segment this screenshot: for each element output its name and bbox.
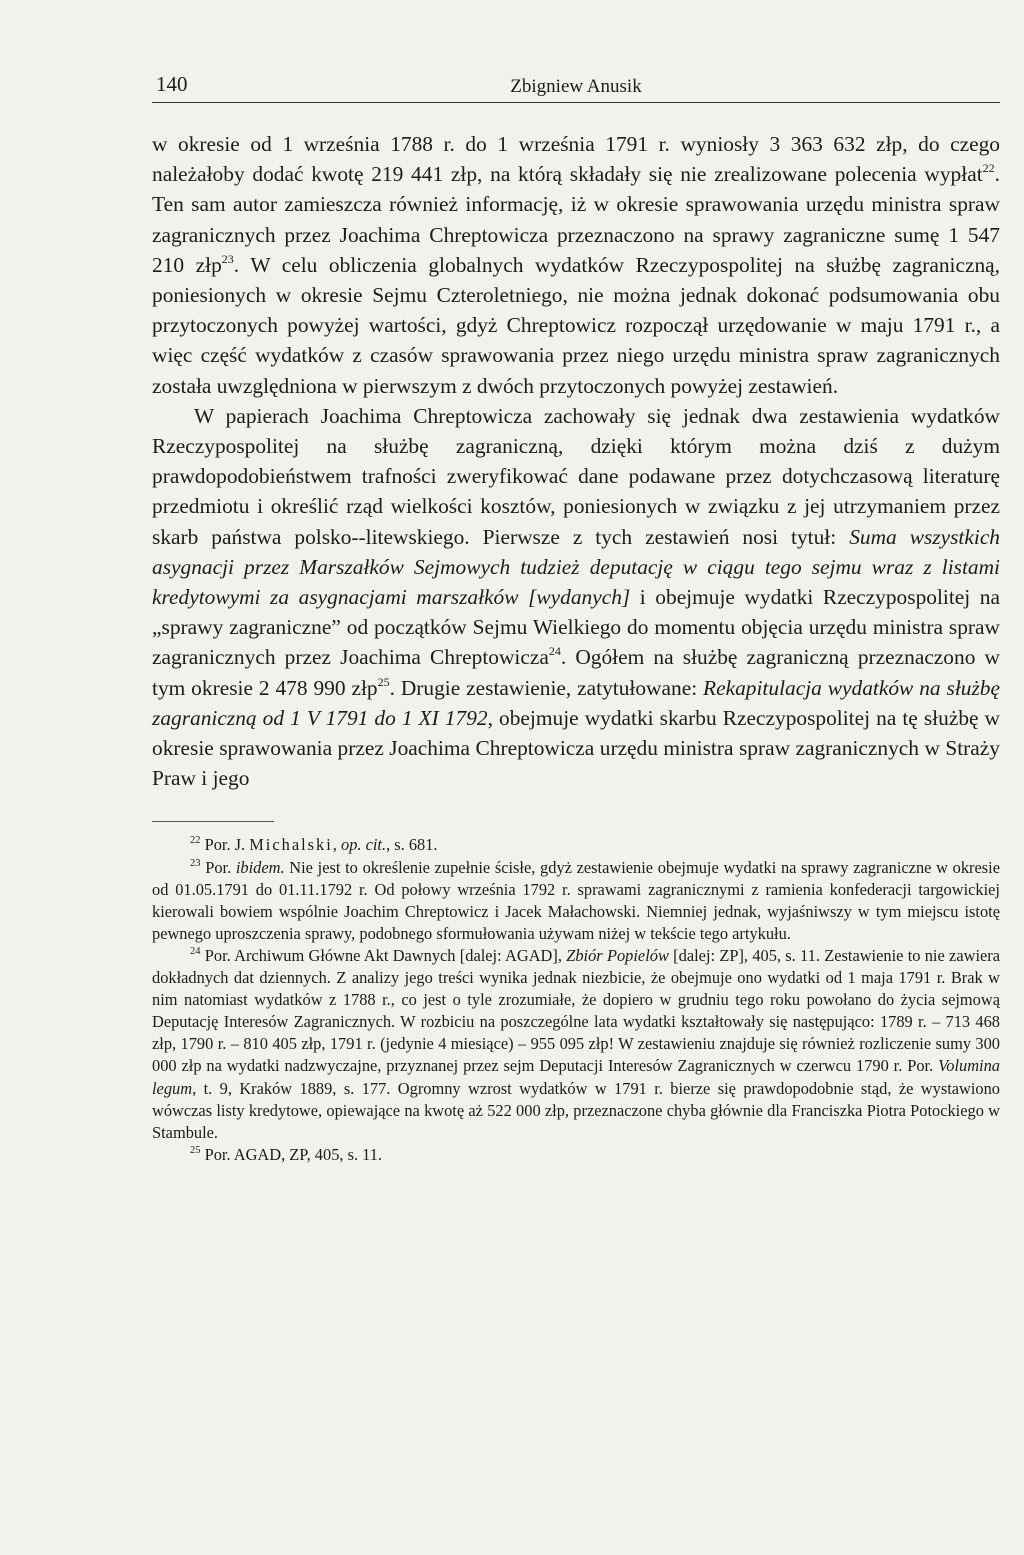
footnote-22: $^{22}$ Por. J. Michalski, op. cit., s. 681. <box>190 835 438 855</box>
footnote-ref-24[interactable]: 24 <box>548 644 561 659</box>
footnote-24: $^{24}$ Por. Archiwum Główne Akt Dawnych [dalej: AGAD], Zbiór Popielów [dalej: ZP], 405, s. 11. Zestawienie to nie zawiera dokładnych dat dziennych. Z analizy jego treści wynika jednak niezbicie, że obejmuje ono wydatki od 1 maja 1791 r. Brak w nim natomiast wydatków z 1788 r., co jest o tyle zrozumiałe, że dopiero w grudniu tego roku powołano do życia sejmową Deputację Interesów Zagranicznych. W rozbiciu na poszczególne lata wydatki kształtowały się następująco: 1789 r. – 713 468 złp, 1790 r. – 810 405 złp, 1791 r. (jedynie 4 miesiące) – 955 095 złp! W zestawieniu znajduje się również rozliczenie sumy 300 000 złp na wydatki nadzwyczajne, przyznanej przez sejm Deputacji Interesów Zagranicznych w czerwcu 1790 r. Por. Volumina legum, t. 9, Kraków 1889, s. 177. Ogromny wzrost wydatków w 1791 r. bierze się prawdopodobnie stąd, że wystawiono wówczas listy kredytowe, opiewające na kwotę aż 522 000 złp, przeznaczone chyba głównie dla Franciszka Piotra Potockiego w Stambule. <box>152 945 1001 1142</box>
footnote-ref-23[interactable]: 23 <box>221 251 234 266</box>
paragraph-1: w okresie od 1 września 1788 r. do 1 września 1791 r. wyniosły 3 363 632 złp, do czego należałoby dodać kwotę 219 441 złp, na którą składały się nie zrealizowane polecenia wypłat$^{22}$. Ten sam autor zamieszcza również informację, iż w okresie sprawowania urzędu ministra spraw zagranicznych przez Joachima Chreptowicza przeznaczono na sprawy zagraniczne sumę 1 547 210 złp$^{23}$. W celu obliczenia globalnych wydatków Rzeczypospolitej na służbę zagraniczną, poniesionych w okresie Sejmu Czteroletniego, nie można jednak dokonać podsumowania obu przytoczonych powyżej wartości, gdyż Chreptowicz rozpoczął urzędowanie w maju 1791 r., a więc część wydatków z czasów sprawowania przez niego urzędu ministra spraw zagranicznych została uwzględniona w pierwszym z dwóch przytoczonych powyżej zestawień. <box>152 132 1000 398</box>
document-title-1: Suma wszystkich asygnacji przez Marszałków Sejmowych tudzież deputację w ciągu tego sejmu wraz z listami kredytowymi za asygnacjami marszałków [wydanych] <box>152 524 1001 610</box>
running-header <box>152 68 1000 103</box>
footnote-ref-22[interactable]: 22 <box>982 161 995 176</box>
footnotes <box>152 834 1000 1165</box>
footnote-ref-25[interactable]: 25 <box>377 674 390 689</box>
footnote-25: $^{25}$ Por. AGAD, ZP, 405, s. 11. <box>190 1144 383 1164</box>
document-title-2: Rekapitulacja wydatków na służbę zagraniczną od 1 V 1791 do 1 XI 1792 <box>152 675 1000 730</box>
page-number: 140 <box>156 72 188 96</box>
footnote-separator <box>152 821 274 822</box>
footnote-23: $^{23}$ Por. ibidem. Nie jest to określenie zupełnie ścisłe, gdyż zestawienie obejmuje wydatki na sprawy zagraniczne w okresie od 01.05.1791 do 01.11.1792 r. Od połowy września 1792 r. sprawami zagranicznymi z ramienia konfederacji targowickiej kierowali bowiem wspólnie Joachim Chreptowicz i Jacek Małachowski. Niemniej jednak, wyjaśniwszy w tym miejscu istotę pewnego uproszczenia sprawy, podobnego sformułowania używam niżej w tekście tego artykułu. <box>152 857 1000 943</box>
running-head-author: Zbigniew Anusik <box>510 76 642 97</box>
paragraph-2: W papierach Joachima Chreptowicza zachowały się jednak dwa zestawienia wydatków Rzeczypospolitej na służbę zagraniczną, dzięki którym można dziś z dużym prawdopodobieństwem trafności zweryfikować dane podawane przez dotychczasową literaturę przedmiotu i określić rząd wielkości kosztów, poniesionych w związku z jej utrzymaniem przez skarb państwa polsko--litewskiego. Pierwsze z tych zestawień nosi tytuł: Suma wszystkich asygnacji przez Marszałków Sejmowych tudzież deputację w ciągu tego sejmu wraz z listami kredytowymi za asygnacjami marszałków [wydanych] i obejmuje wydatki Rzeczypospolitej na „sprawy zagraniczne” od początków Sejmu Wielkiego do momentu objęcia urzędu ministra spraw zagranicznych przez Joachima Chreptowicza$^{24}$. Ogółem na służbę zagraniczną przeznaczono w tym okresie 2 478 990 złp$^{25}$. Drugie zestawienie, zatytułowane: Rekapitulacja wydatków na służbę zagraniczną od 1 V 1791 do 1 XI 1792, obejmuje wydatki skarbu Rzeczypospolitej na tę służbę w okresie sprawowania przez Joachima Chreptowicza urzędu ministra spraw zagranicznych w Straży Praw i jego <box>152 403 1001 791</box>
main-text <box>152 129 1000 793</box>
page <box>152 68 1000 1166</box>
